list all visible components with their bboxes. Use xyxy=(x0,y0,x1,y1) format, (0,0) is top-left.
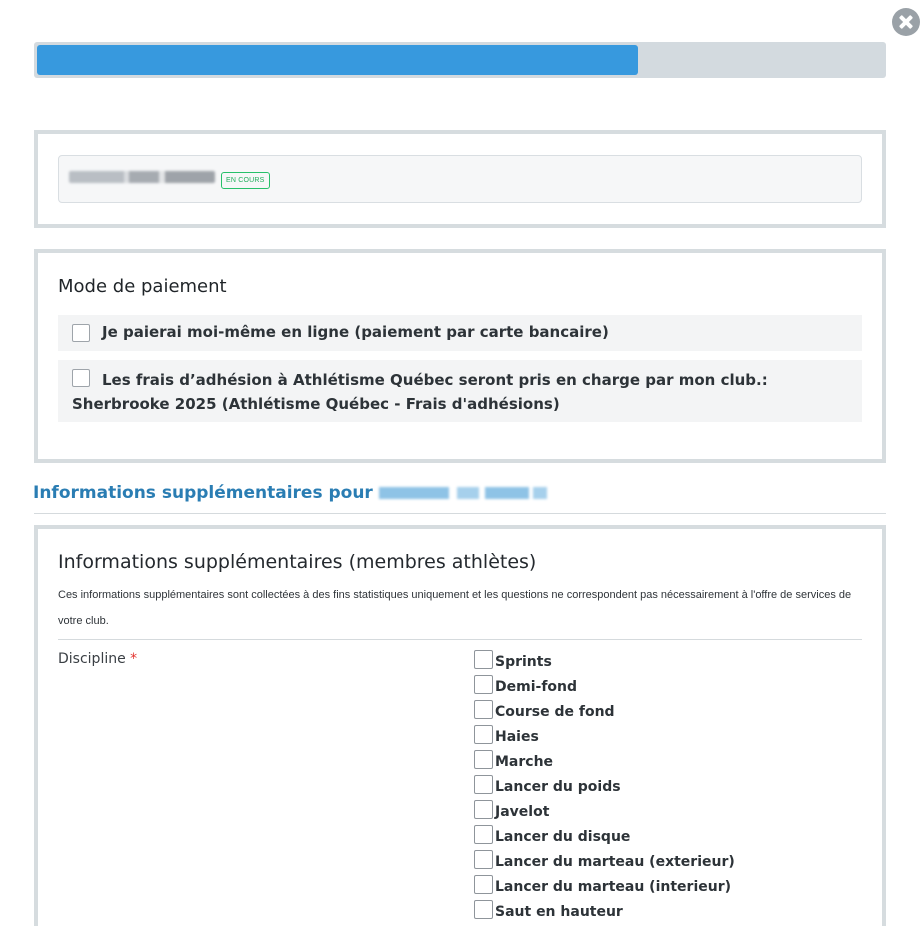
discipline-checkbox[interactable] xyxy=(474,875,493,894)
progress-bar xyxy=(34,42,886,78)
payment-title: Mode de paiement xyxy=(58,276,227,297)
discipline-option-label: Course de fond xyxy=(495,704,615,720)
divider xyxy=(58,639,862,640)
discipline-checkbox[interactable] xyxy=(474,675,493,694)
payment-option-online-checkbox[interactable] xyxy=(72,324,90,342)
discipline-option-label: Javelot xyxy=(495,804,550,820)
discipline-option[interactable] xyxy=(474,850,735,875)
extra-info-panel xyxy=(34,525,886,926)
discipline-option[interactable] xyxy=(474,700,735,725)
discipline-options xyxy=(474,650,735,925)
discipline-option[interactable] xyxy=(474,825,735,850)
discipline-checkbox[interactable] xyxy=(474,750,493,769)
payment-option-online[interactable] xyxy=(58,315,862,351)
discipline-option[interactable] xyxy=(474,875,735,900)
payment-option-club[interactable] xyxy=(58,360,862,422)
discipline-label-text: Discipline xyxy=(58,651,126,667)
discipline-checkbox[interactable] xyxy=(474,775,493,794)
discipline-checkbox[interactable] xyxy=(474,850,493,869)
payment-option-online-label: Je paierai moi-même en ligne (paiement par carte bancaire) xyxy=(102,323,609,341)
required-marker: * xyxy=(130,651,138,667)
discipline-checkbox[interactable] xyxy=(474,825,493,844)
discipline-option-label: Saut en hauteur xyxy=(495,904,623,920)
discipline-option[interactable] xyxy=(474,775,735,800)
discipline-option-label: Demi-fond xyxy=(495,679,578,695)
discipline-option-label: Sprints xyxy=(495,654,552,670)
discipline-option[interactable] xyxy=(474,650,735,675)
discipline-option[interactable] xyxy=(474,675,735,700)
discipline-checkbox[interactable] xyxy=(474,650,493,669)
progress-bar-fill xyxy=(37,45,638,75)
discipline-option-label: Lancer du marteau (interieur) xyxy=(495,879,732,895)
discipline-option-label: Lancer du disque xyxy=(495,829,631,845)
member-panel xyxy=(34,130,886,228)
discipline-checkbox[interactable] xyxy=(474,725,493,744)
member-name-redacted-heading xyxy=(379,487,547,499)
discipline-option-label: Lancer du poids xyxy=(495,779,621,795)
discipline-option[interactable] xyxy=(474,750,735,775)
extra-info-heading-prefix: Informations supplémentaires pour xyxy=(33,483,373,503)
discipline-label xyxy=(58,651,137,667)
discipline-option-label: Lancer du marteau (exterieur) xyxy=(495,854,735,870)
payment-option-club-label: Les frais d’adhésion à Athlétisme Québec seront pris en charge par mon club.: Sherbrooke 2025 (Athlétisme Québec - Frais d'adhésions) xyxy=(72,371,768,413)
discipline-option-label: Haies xyxy=(495,729,539,745)
discipline-option[interactable] xyxy=(474,900,735,925)
divider xyxy=(34,513,886,514)
discipline-option[interactable] xyxy=(474,725,735,750)
status-badge: EN COURS xyxy=(221,172,270,189)
member-row xyxy=(58,155,862,203)
discipline-checkbox[interactable] xyxy=(474,800,493,819)
discipline-option[interactable] xyxy=(474,800,735,825)
discipline-option-label: Marche xyxy=(495,754,554,770)
discipline-checkbox[interactable] xyxy=(474,700,493,719)
extra-info-description: Ces informations supplémentaires sont collectées à des fins statistiques uniquement et les questions ne correspondent pas nécessairement à l'offre de services de votre club. xyxy=(58,589,852,627)
extra-info-heading xyxy=(33,483,547,503)
extra-info-title: Informations supplémentaires (membres athlètes) xyxy=(58,551,537,573)
payment-panel xyxy=(34,249,886,463)
discipline-checkbox[interactable] xyxy=(474,900,493,919)
member-name-redacted xyxy=(69,171,215,183)
close-circle-icon[interactable] xyxy=(892,8,920,36)
